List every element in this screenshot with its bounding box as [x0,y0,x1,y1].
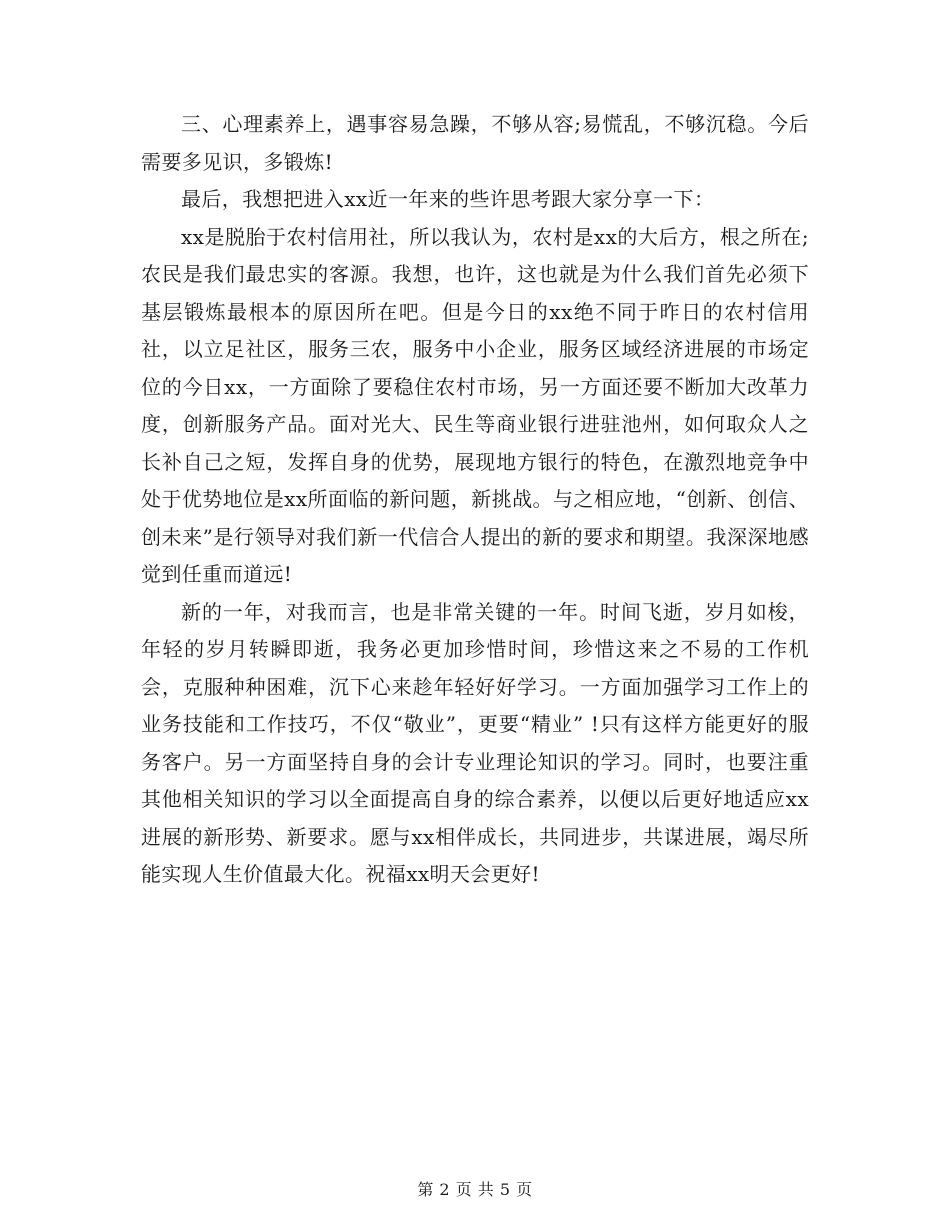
page-footer [0,1180,950,1200]
paragraph-psychological-quality: 三、心理素养上，遇事容易急躁，不够从容;易慌乱，不够沉稳。今后需要多见识，多锻炼! [141,112,809,174]
paragraph-sharing-intro: 最后，我想把进入xx近一年来的些许思考跟大家分享一下： [181,187,715,211]
paragraph-new-year: 新的一年，对我而言，也是非常关键的一年。时间飞逝，岁月如梭，年轻的岁月转瞬即逝，我务必更加珍惜时间，珍惜这来之不易的工作机会，克服种种困难，沉下心来趁年轻好好学习。一方面加强学习工作上的业务技能和工作技巧，不仅“敬业”，更要“精业” !只有这样方能更好的服务客户。另一方面坚持自身的会计专业理论知识的学习。同时，也要注重其他相关知识的学习以全面提高自身的综合素养，以便以后更好地适应xx进展的新形势、新要求。愿与xx相伴成长，共同进步，共谋进展，竭尽所能实现人生价值最大化。祝福xx明天会更好! [141,599,809,886]
document-body [141,106,809,894]
page-number: 第 2 页 共 5 页 [417,1180,533,1199]
paragraph-rural-credit: xx是脱胎于农村信用社，所以我认为，农村是xx的大后方，根之所在;农民是我们最忠实的客源。我想，也许，这也就是为什么我们首先必须下基层锻炼最根本的原因所在吧。但是今日的xx绝不同于昨日的农村信用社，以立足社区，服务三农，服务中小企业，服务区域经济进展的市场定位的今日xx，一方面除了要稳住农村市场，另一方面还要不断加大改革力度，创新服务产品。面对光大、民生等商业银行进驻池州，如何取众人之长补自己之短，发挥自身的优势，展现地方银行的特色，在激烈地竞争中处于优势地位是xx所面临的新问题，新挑战。与之相应地，“创新、创信、创未来”是行领导对我们新一代信合人提出的新的要求和期望。我深深地感觉到任重而道远! [141,224,809,586]
